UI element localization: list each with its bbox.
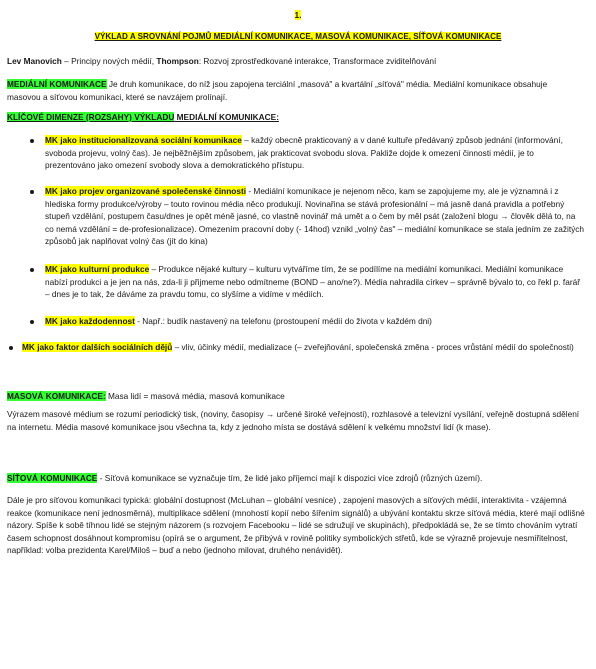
author-manovich: Lev Manovich — [7, 56, 62, 66]
sitova-text: - Síťová komunikace se vyznačuje tím, že lidé jako příjemci mají k dispozici více zdrojů (různých území). — [97, 473, 483, 483]
bullet-dot — [9, 346, 13, 350]
sitova-paragraph — [7, 494, 587, 557]
bullet-label: MK jako faktor dalších sociálních dějů — [22, 342, 173, 352]
sitova-para-text: Dále je pro síťovou komunikaci typická: globální dostupnost (McLuhan – globální vesnice) , zapojení masových a síťových médií, interaktivita - vzájemná reakce (komunikace není jednosměrná), multiplikace sdělení (mnohostí kopií nebo šířením signálů) a ubývání kontaktu skrze síťová média, které mají odlišné názory. Spíše k sobě tíhnou lidé se stejným názorem (s rozvojem Facebooku – lidé se sdružují ve skupinách), předpokládá se, že se tímto chováním vytratí časem schopnost dosáhnout kompromisu (opírá se o argument, že přibývá v rovině politiky symbolických střetů, kde se výrazně projevuje nesmiřitelnost, například: volba prezidenta Karel/Miloš – buď a nebo (jednoho milovat, druhého nenávidět). — [7, 495, 585, 555]
sitova-heading — [7, 472, 587, 485]
bullet-dot — [30, 268, 34, 272]
author-thompson: Thompson — [156, 56, 199, 66]
bullet-dot — [30, 139, 34, 143]
masova-paragraph — [7, 408, 587, 433]
bullet-label: MK jako každodennost — [45, 316, 135, 326]
page-title — [0, 30, 596, 44]
list-item — [45, 185, 585, 248]
dimenze-heading — [7, 111, 579, 124]
author-text-2: : Rozvoj zprostředkované interakce, Transformace zviditelňování — [198, 56, 437, 66]
dimenze-label: KLÍČOVÉ DIMENZE (ROZSAHY) VÝKLADU — [7, 112, 175, 122]
list-item — [45, 134, 585, 172]
list-item — [45, 263, 585, 301]
authors-line — [7, 55, 587, 68]
masova-label: MASOVÁ KOMUNIKACE: — [7, 391, 106, 401]
bullet-label: MK jako kulturní produkce — [45, 264, 150, 274]
bullet-dot — [30, 190, 34, 194]
medialni-text: Je druh komunikace, do níž jsou zapojena terciální „masová" a kvartální „síťová" média. Mediální komunikace obsahuje masovou a síťovou komunikaci, které se navzájem prolínají. — [7, 79, 548, 102]
masova-text: Masa lidí = masová média, masová komunikace — [105, 391, 285, 401]
author-text-1: – Principy nových médií, — [61, 56, 157, 66]
bullet-text: – vliv, účinky médií, medializace (– zveřejňování, společenská změna - proces vrůstání médií do společnosti) — [172, 342, 574, 352]
title-text: VÝKLAD A SROVNÁNÍ POJMŮ MEDIÁLNÍ KOMUNIKACE, MASOVÁ KOMUNIKACE, SÍŤOVÁ KOMUNIKACE — [94, 32, 502, 41]
masova-para-text: Výrazem masové médium se rozumí periodický tisk, (noviny, časopisy → určené široké veřejnosti), rozhlasové a televizní vysílání, veřejně dostupná sdělení na internetu. Média masové komunikace jsou všechna ta, kdy z jednoho místa se dostává sdělení k velkému množství lidí (k mase). — [7, 409, 580, 432]
bullet-text: - Např.: budík nastavený na telefonu (prostoupení médií do života v každém dni) — [134, 316, 432, 326]
dimenze-rest: MEDIÁLNÍ KOMUNIKACE: — [174, 112, 279, 122]
bullet-label: MK jako projev organizované společenské činnosti — [45, 186, 247, 196]
bullet-text: - Mediální komunikace je nejenom něco, kam se zapojujeme my, ale je významná i z hlediska formy produkce/výroby – touto rovinou média něco produkují. Novinařina se stává profesionální – má jasně daná pravidla a potřebný stupeň vzdělání, postupem času/dnes je opět méně jasné, co vlastně novinář má umět a o čem by měl psát (založení blogu → člověk dělá to, na co nemá vzdělání = de-profesionalizace). Omezením pracovní doby (- 14hod) vznikl „volný čas" – mediální komunikace se stala jedním ze zažitých způsobů jak naplňovat volný čas (jít do kina) — [45, 186, 585, 246]
medialni-label: MEDIÁLNÍ KOMUNIKACE — [7, 79, 107, 89]
page-number-text: 1. — [294, 10, 302, 20]
masova-heading — [7, 390, 579, 403]
page-number — [0, 9, 596, 22]
bullet-text: – každý obecně prakticovaný a v dané kultuře předávaný způsob jednání (informování, svoboda projevu, volný čas). Je nejběžnějším způsobem, jak prakticovat svobodu slova. Pakliže dojde k omezení činnosti médií, je to prezentováno jako omezení svobody slova a demokratického přístupu. — [45, 135, 563, 170]
bullet-dot — [30, 320, 34, 324]
list-item — [45, 315, 585, 328]
sitova-label: SÍŤOVÁ KOMUNIKACE — [7, 473, 98, 483]
bullet-label: MK jako institucionalizovaná sociální komunikace — [45, 135, 242, 145]
medialni-section — [7, 78, 579, 103]
bullet-text: – Produkce nějaké kultury – kulturu vytváříme tím, že se podílíme na mediální komunikaci. Mediální komunikace nabízí produkci a je jen na nás, zda-li ji přijmeme nebo odmítneme (BOND – ano/ne?). Média nahradila církev – správně bývalo to, co řekl p. farář – dnes je to tak, že dáváme za pravdu tomu, co slyšíme a vidíme v médiích. — [45, 264, 580, 299]
list-item — [22, 341, 587, 354]
